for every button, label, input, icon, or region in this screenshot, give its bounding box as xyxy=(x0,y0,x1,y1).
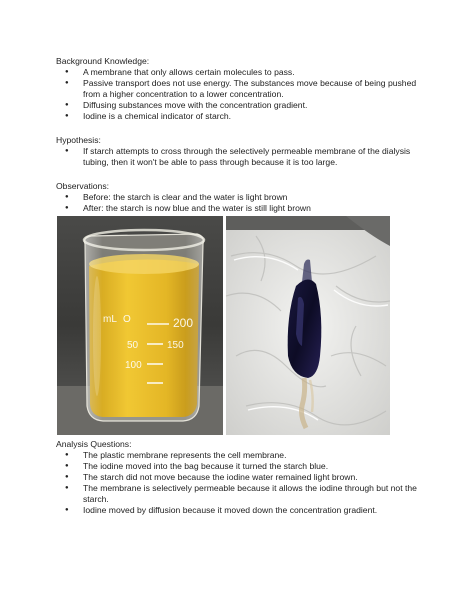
list-item: ● If starch attempts to cross through the selectively permeable membrane of the dialysis tubing, then it won't be able to pass through because it is too large. xyxy=(56,146,426,168)
beaker-photo xyxy=(57,216,223,435)
beaker-zero-label: O xyxy=(123,314,131,325)
background-section xyxy=(56,56,426,122)
background-heading: Background Knowledge: xyxy=(56,56,150,66)
background-list xyxy=(56,67,426,122)
list-item: ● A membrane that only allows certain molecules to pass. xyxy=(56,67,426,78)
list-item: ● Diffusing substances move with the concentration gradient. xyxy=(56,100,426,111)
hypothesis-section xyxy=(56,135,426,168)
list-item: ● The plastic membrane represents the cell membrane. xyxy=(56,450,426,461)
observations-heading: Observations: xyxy=(56,181,110,191)
hypothesis-heading: Hypothesis: xyxy=(56,135,101,145)
beaker-image xyxy=(57,216,223,435)
observations-section xyxy=(56,181,426,214)
starch-bag-photo xyxy=(226,216,390,435)
hypothesis-list xyxy=(56,146,426,168)
analysis-list xyxy=(56,450,426,516)
analysis-section xyxy=(56,439,426,516)
beaker-mark-200: 200 xyxy=(173,316,194,330)
analysis-heading: Analysis Questions: xyxy=(56,439,132,449)
beaker-unit-label: mL xyxy=(103,314,117,325)
list-item: ● After: the starch is now blue and the water is still light brown xyxy=(56,203,426,214)
list-item: ● Iodine moved by diffusion because it moved down the concentration gradient. xyxy=(56,505,426,516)
list-item: ● Passive transport does not use energy. The substances move because of being pushed from a higher concentration to a lower concentration. xyxy=(56,78,426,100)
list-item: ● Iodine is a chemical indicator of starch. xyxy=(56,111,426,122)
list-item: ● The membrane is selectively permeable because it allows the iodine through but not the starch. xyxy=(56,483,426,505)
beaker-mark-100: 100 xyxy=(125,360,142,371)
list-item: ● Before: the starch is clear and the water is light brown xyxy=(56,192,426,203)
beaker-mark-150: 150 xyxy=(167,340,184,351)
beaker-mark-50: 50 xyxy=(127,340,139,351)
starch-bag-image xyxy=(226,216,390,435)
list-item: ● The starch did not move because the iodine water remained light brown. xyxy=(56,472,426,483)
observations-list xyxy=(56,192,426,214)
list-item: ● The iodine moved into the bag because it turned the starch blue. xyxy=(56,461,426,472)
